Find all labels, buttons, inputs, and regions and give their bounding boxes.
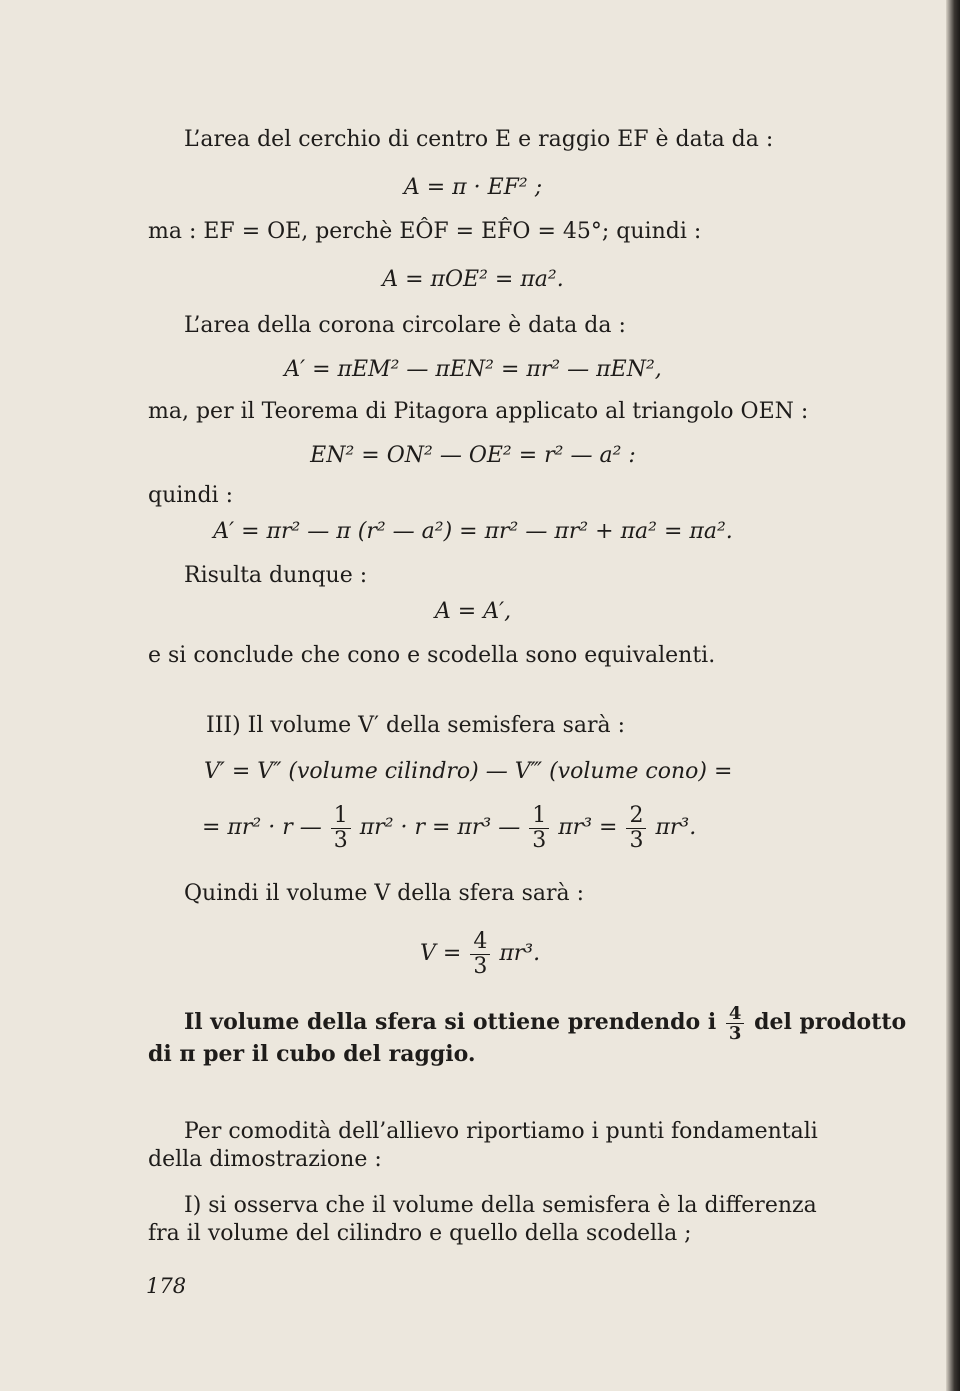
equation-equivalence: A = A′, bbox=[434, 599, 512, 624]
text-line-risulta: Risulta dunque : bbox=[184, 563, 368, 588]
equation-volume-sfera bbox=[420, 926, 540, 982]
fraction-denominator: 3 bbox=[473, 953, 488, 979]
eq16-part3: πr³ = bbox=[558, 815, 618, 840]
fraction-numerator: 2 bbox=[626, 804, 646, 829]
fraction-two-thirds bbox=[626, 804, 646, 853]
fraction-numerator: 1 bbox=[529, 804, 549, 829]
eq16-part2: πr² · r = πr³ — bbox=[359, 815, 521, 840]
text-line-area-corona: L’area della corona circolare è data da : bbox=[184, 313, 626, 338]
equation-pitagora: EN² = ON² — OE² = r² — a² : bbox=[310, 443, 636, 468]
statement-part2: del prodotto bbox=[754, 1009, 907, 1035]
eq18-lhs: V = bbox=[420, 941, 462, 966]
text-line-area-cerchio: L’area del cerchio di centro E e raggio EF è data da : bbox=[184, 127, 774, 152]
equation-area-corona-result: A′ = πr² — π (r² — a²) = πr² — πr² + πa² = πa². bbox=[213, 519, 733, 544]
text-line-ma-ef: ma : EF = OE, perchè EÔF = EF̂O = 45°; quindi : bbox=[148, 219, 702, 244]
equation-area-cerchio: A = π · EF² ; bbox=[403, 175, 543, 200]
text-line-conclusione: e si conclude che cono e scodella sono equivalenti. bbox=[148, 643, 716, 668]
statement-part1: Il volume della sfera si ottiene prendendo i bbox=[184, 1009, 717, 1035]
text-line-volume-sfera: Quindi il volume V della sfera sarà : bbox=[184, 881, 585, 906]
eq18-rhs: πr³. bbox=[499, 941, 541, 966]
fraction-numerator: 4 bbox=[470, 930, 490, 955]
fraction-one-third-b bbox=[529, 804, 549, 853]
fraction-denominator: 3 bbox=[532, 827, 547, 853]
fraction-numerator: 1 bbox=[331, 804, 351, 829]
fraction-denominator: 3 bbox=[728, 1022, 742, 1044]
equation-volume-expansion bbox=[202, 800, 696, 856]
fraction-denominator: 3 bbox=[333, 827, 348, 853]
eq16-part1: = πr² · r — bbox=[202, 815, 322, 840]
equation-volume-semisfera: V′ = V″ (volume cilindro) — V‴ (volume cono) = bbox=[204, 759, 733, 784]
text-line-punto-i-cont: fra il volume del cilindro e quello della scodella ; bbox=[148, 1221, 692, 1246]
eq16-part4: πr³. bbox=[655, 815, 697, 840]
fraction-four-thirds-inline bbox=[726, 1004, 745, 1043]
page-edge-shadow bbox=[946, 0, 960, 1391]
fraction-numerator: 4 bbox=[726, 1004, 745, 1024]
text-line-comodita: Per comodità dell’allievo riportiamo i punti fondamentali bbox=[184, 1119, 818, 1144]
page-number: 178 bbox=[146, 1274, 187, 1298]
statement-volume-sfera-cont: di π per il cubo del raggio. bbox=[148, 1041, 476, 1067]
equation-area-result: A = πOE² = πa². bbox=[382, 267, 564, 292]
equation-area-corona: A′ = πEM² — πEN² = πr² — πEN², bbox=[284, 357, 662, 382]
fraction-one-third-a bbox=[331, 804, 351, 853]
fraction-four-thirds bbox=[470, 930, 490, 979]
section-heading-iii: III) Il volume V′ della semisfera sarà : bbox=[206, 713, 626, 738]
statement-volume-sfera bbox=[184, 1000, 906, 1044]
text-line-quindi: quindi : bbox=[148, 483, 233, 508]
text-line-punto-i: I) si osserva che il volume della semisfera è la differenza bbox=[184, 1193, 817, 1218]
fraction-denominator: 3 bbox=[629, 827, 644, 853]
text-line-dimostrazione: della dimostrazione : bbox=[148, 1147, 382, 1172]
text-line-pitagora: ma, per il Teorema di Pitagora applicato al triangolo OEN : bbox=[148, 399, 809, 424]
